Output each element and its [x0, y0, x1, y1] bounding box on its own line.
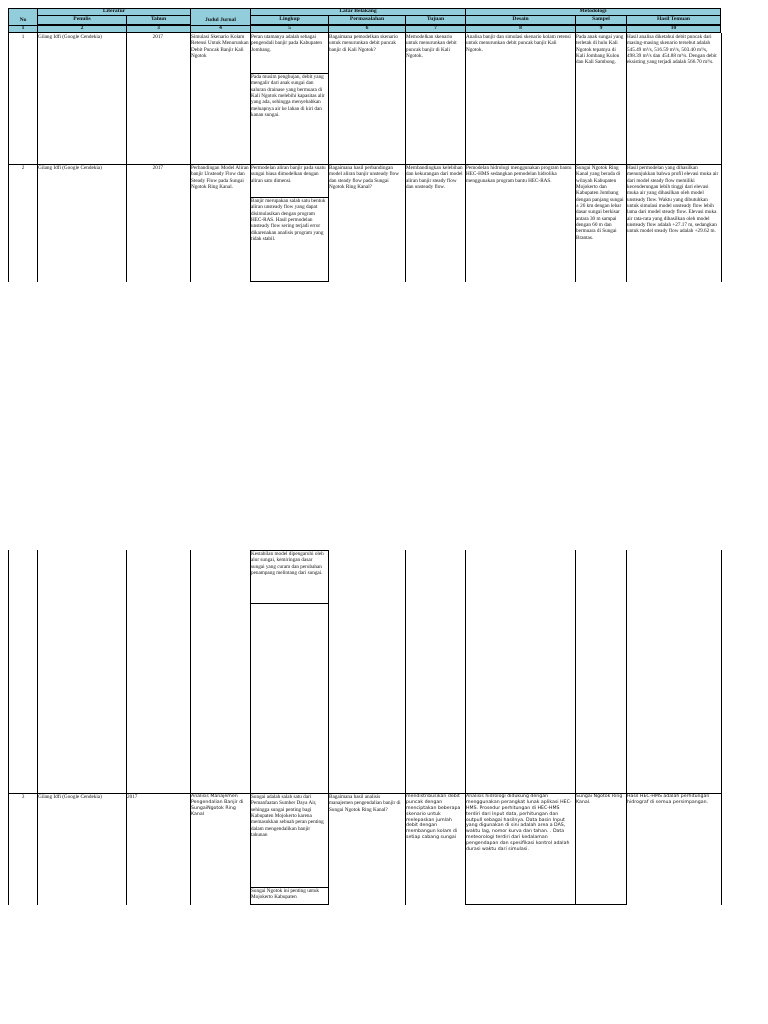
- row3-no: 3: [21, 794, 25, 800]
- row3-tujuan: mendistribusikan debit puncak dengan menciptakan beberapa skenario untuk melepaskan jumlah debit dengan membangun kolam di setiap cabang sungai: [406, 794, 461, 841]
- sampel-box: [575, 793, 627, 905]
- row1-permasalahan: Bagaimana pemodelkan skenario untuk menurunkan debit puncak banjir di Kali Ngotok?: [329, 34, 398, 53]
- row2-penulis: Gilang Idfi (Google Cendekia): [38, 165, 102, 171]
- header-penulis: Penulis: [37, 15, 127, 25]
- row2-tujuan: Membandingkan kelebihan dan kekurangan dari model aliran banjir steady flow dan unsteady flow.: [406, 165, 463, 191]
- grid-line: [465, 33, 466, 282]
- col-number-9: 9: [575, 25, 627, 33]
- grid-line: [8, 550, 9, 905]
- col-number-8: 8: [465, 25, 576, 33]
- header-desain: Desain: [465, 15, 576, 25]
- row1-judul: Simulasi Skenario Kolam Retensi Untuk Menurunkan Debit Puncak Banjir Kali Ngotok: [191, 34, 249, 60]
- row1-penulis: Gilang Idfi (Google Cendekia): [38, 34, 102, 40]
- row3-judul: Analisis Manajemen Pengendalian Banjir di SungaiNgotok Ring Kanal: [191, 794, 244, 817]
- header-tahun: Tahun: [126, 15, 191, 25]
- col-number-7: 7: [405, 25, 466, 33]
- row2-hasil: Hasil permodelan yang dihasilkan menunjukkan bahwa profil elevasi muka air dari model steady flow memiliki kecenderungan lebih tinggi dari elevasi muka air yang dihasilkan oleh model unsteady flow. Waktu yang dibutuhkan untuk simulasi model unsteady flow lebih lama dari model steady flow. Elevasi muka air rata-rata yang dihasilkan oleh model unsteady flow adalah +27.17 m, sedangkan untuk model steady flow adalah +29.62 m.: [627, 165, 719, 235]
- row1-lingkup-b: Pada musim penghujan, debit yang mengalir dari anak sungai dan saluran drainase yang bermuara di Kali Ngotok melebihi kapasitas alir yang ada, sehingga menyebabkan meluapnya air ke lahan di kiri dan kanan sungai.: [251, 74, 325, 119]
- row2-desain: Pemodelan hidrologi menggunakan program bantu HEC-HMS sedangkan pemodelan hidrolika menggunakan program bantu HEC-RAS.: [466, 165, 572, 184]
- row1-desain: Analisa banjir dan simulasi skenario kolam retensi untuk menurunkan debit puncak banjir Kali Ngotok.: [466, 34, 571, 53]
- header-metodologi: Metodologi: [465, 8, 721, 16]
- grid-line: [626, 33, 627, 282]
- row3-hasil: Hasil HEC-HMS adalah perhitungan hidrograf di semua persimpangan.: [627, 794, 710, 805]
- row1-lingkup-a: Peran utamanya adalah sebagai pengendali banjir pada Kabupaten Jombang.: [251, 34, 323, 53]
- grid-line: [405, 550, 406, 905]
- grid-line: [405, 33, 406, 282]
- grid-line: [721, 550, 722, 905]
- grid-line: [8, 33, 9, 282]
- col-number-6: 6: [328, 25, 406, 33]
- row3-tahun: 2017: [127, 794, 138, 800]
- header-tujuan: Tujuan: [405, 15, 466, 25]
- row2-no: 2: [21, 165, 25, 171]
- row1-hasil: Hasil analisa diketahui debit puncak dari masing-masing skenario tersebut adalah 545.49 m³/s, 516.59 m³/s, 503.40 m³/s, 498.39 m³/s dan 454.88 m³/s. Dengan debit eksisting yang terjadi adalah 566.70 m³/s.: [627, 34, 717, 66]
- header-judul-jurnal: Judul Jurnal: [190, 8, 251, 33]
- grid-line: [190, 33, 191, 282]
- header-permasalahan: Permasalahan: [328, 15, 406, 25]
- row3-penulis: Gilang Idfi (Google Cendekia): [38, 794, 102, 800]
- row1-sampel: Pada anak sungai yang terletak di hulu Kali Ngotok tepatnya di Kali Jombang Kulon dan Kali Sambong.: [576, 34, 624, 66]
- row3-lingkup-a: Sungai adalah salah satu dari Pemanfaatan Sumber Daya Air, sehingga sungai penting bagi Kabupaten Mojokerto karena memasukkan sebuah peran penting dalam mengendalikan banjir tahunan: [251, 794, 324, 839]
- row2-judul: Perbandingan Model Aliran banjir Unsteady Flow dan Steady Flow pada Sungai Ngotok Ring Kanal.: [191, 165, 249, 191]
- row1-tujuan: Memodelkan skenario untuk menurunkan debit puncak banjir di Kali Ngotok.: [406, 34, 457, 60]
- grid-line: [575, 33, 576, 282]
- row2-permasalahan: Bagaimana hasil perbandingan model aliran banjir unsteady flow dan steady flow pada Sungai Ngotok Ring Kanal?: [329, 165, 400, 191]
- col-number-1: 1: [8, 25, 38, 33]
- header-latar-belakang: Latar Belakang: [250, 8, 466, 16]
- col-number-2: 2: [37, 25, 127, 33]
- row2-lingkup-b: Banjir merupakan salah satu bentuk aliran unsteady flow yang dapat disimulasikan dengan program HEC-RAS. Hasil permodelan unsteady flow sering terjadi error dikarenakan analisis program yang tidak stabil.: [251, 198, 326, 243]
- col-number-4: 4: [190, 25, 251, 33]
- header-hasil-temuan: Hasil Temuan: [626, 15, 721, 25]
- grid-line: [37, 550, 38, 905]
- header-lingkup: Lingkup: [250, 15, 329, 25]
- row1-tahun: 2017: [152, 34, 163, 40]
- grid-line: [721, 33, 722, 282]
- row2-tahun: 2017: [152, 165, 163, 171]
- row2-lingkup-a: Permodelan aliran banjir pada suatu sungai biasa dimodelkan dengan aliran satu dimensi.: [251, 165, 326, 184]
- col-number-5: 5: [250, 25, 329, 33]
- row3-sampel: Sungai Ngotok Ring Kanal.: [576, 794, 623, 805]
- header-no: No: [8, 8, 38, 33]
- header-sampel: Sampel: [575, 15, 627, 25]
- grid-line: [190, 550, 191, 905]
- row2-lingkup-c: Kestabilan model dipengaruhi oleh alur sungai, kemiringan dasar sungai yang curam dan perubahan penampang melintang dari sungai.: [251, 551, 324, 577]
- row2-sampel: Sungai Ngotok Ring Kanal yang berada di wilayah Kabupaten Mojokerto dan Kabupaten Jombang dengan panjang sungai ± 26 km dengan lebar dasar sungai berkisar antara 30 m sampai dengan 60 m dan bermuara di Sungai Brantas.: [576, 165, 624, 241]
- grid-line: [37, 33, 38, 282]
- grid-line: [126, 550, 127, 905]
- row3-permasalahan: Bagaimana hasil analisis manajemen pengendalian banjir di Sungai Ngotok Ring Kanal?: [329, 794, 401, 813]
- col-number-3: 3: [126, 25, 191, 33]
- row3-desain: Analisis hidrologi didukung dengan menggunakan perangkat lunak aplikasi HEC-HMS. Prosedur perhitungan di HEC-HMS terdiri dari Input data, perhitungan dan outpull sebagai hasilnya. Data basin Input yang digunakan di sini adalah area a DAS, waktu lag, nomor kurva dan tahan. . Data meteorologi terdiri dari kedalaman pengendapan dan spesifikasi kontrol adalah durasi waktu dari simulasi.: [466, 794, 572, 852]
- row1-no: 1: [21, 34, 25, 40]
- row3-lingkup-b: Sungai Ngotok ini penting untuk Mojokerto Kabupaten: [251, 888, 320, 901]
- header-literatur: Literatur: [37, 8, 191, 16]
- col-number-10: 10: [626, 25, 721, 33]
- grid-line: [126, 33, 127, 282]
